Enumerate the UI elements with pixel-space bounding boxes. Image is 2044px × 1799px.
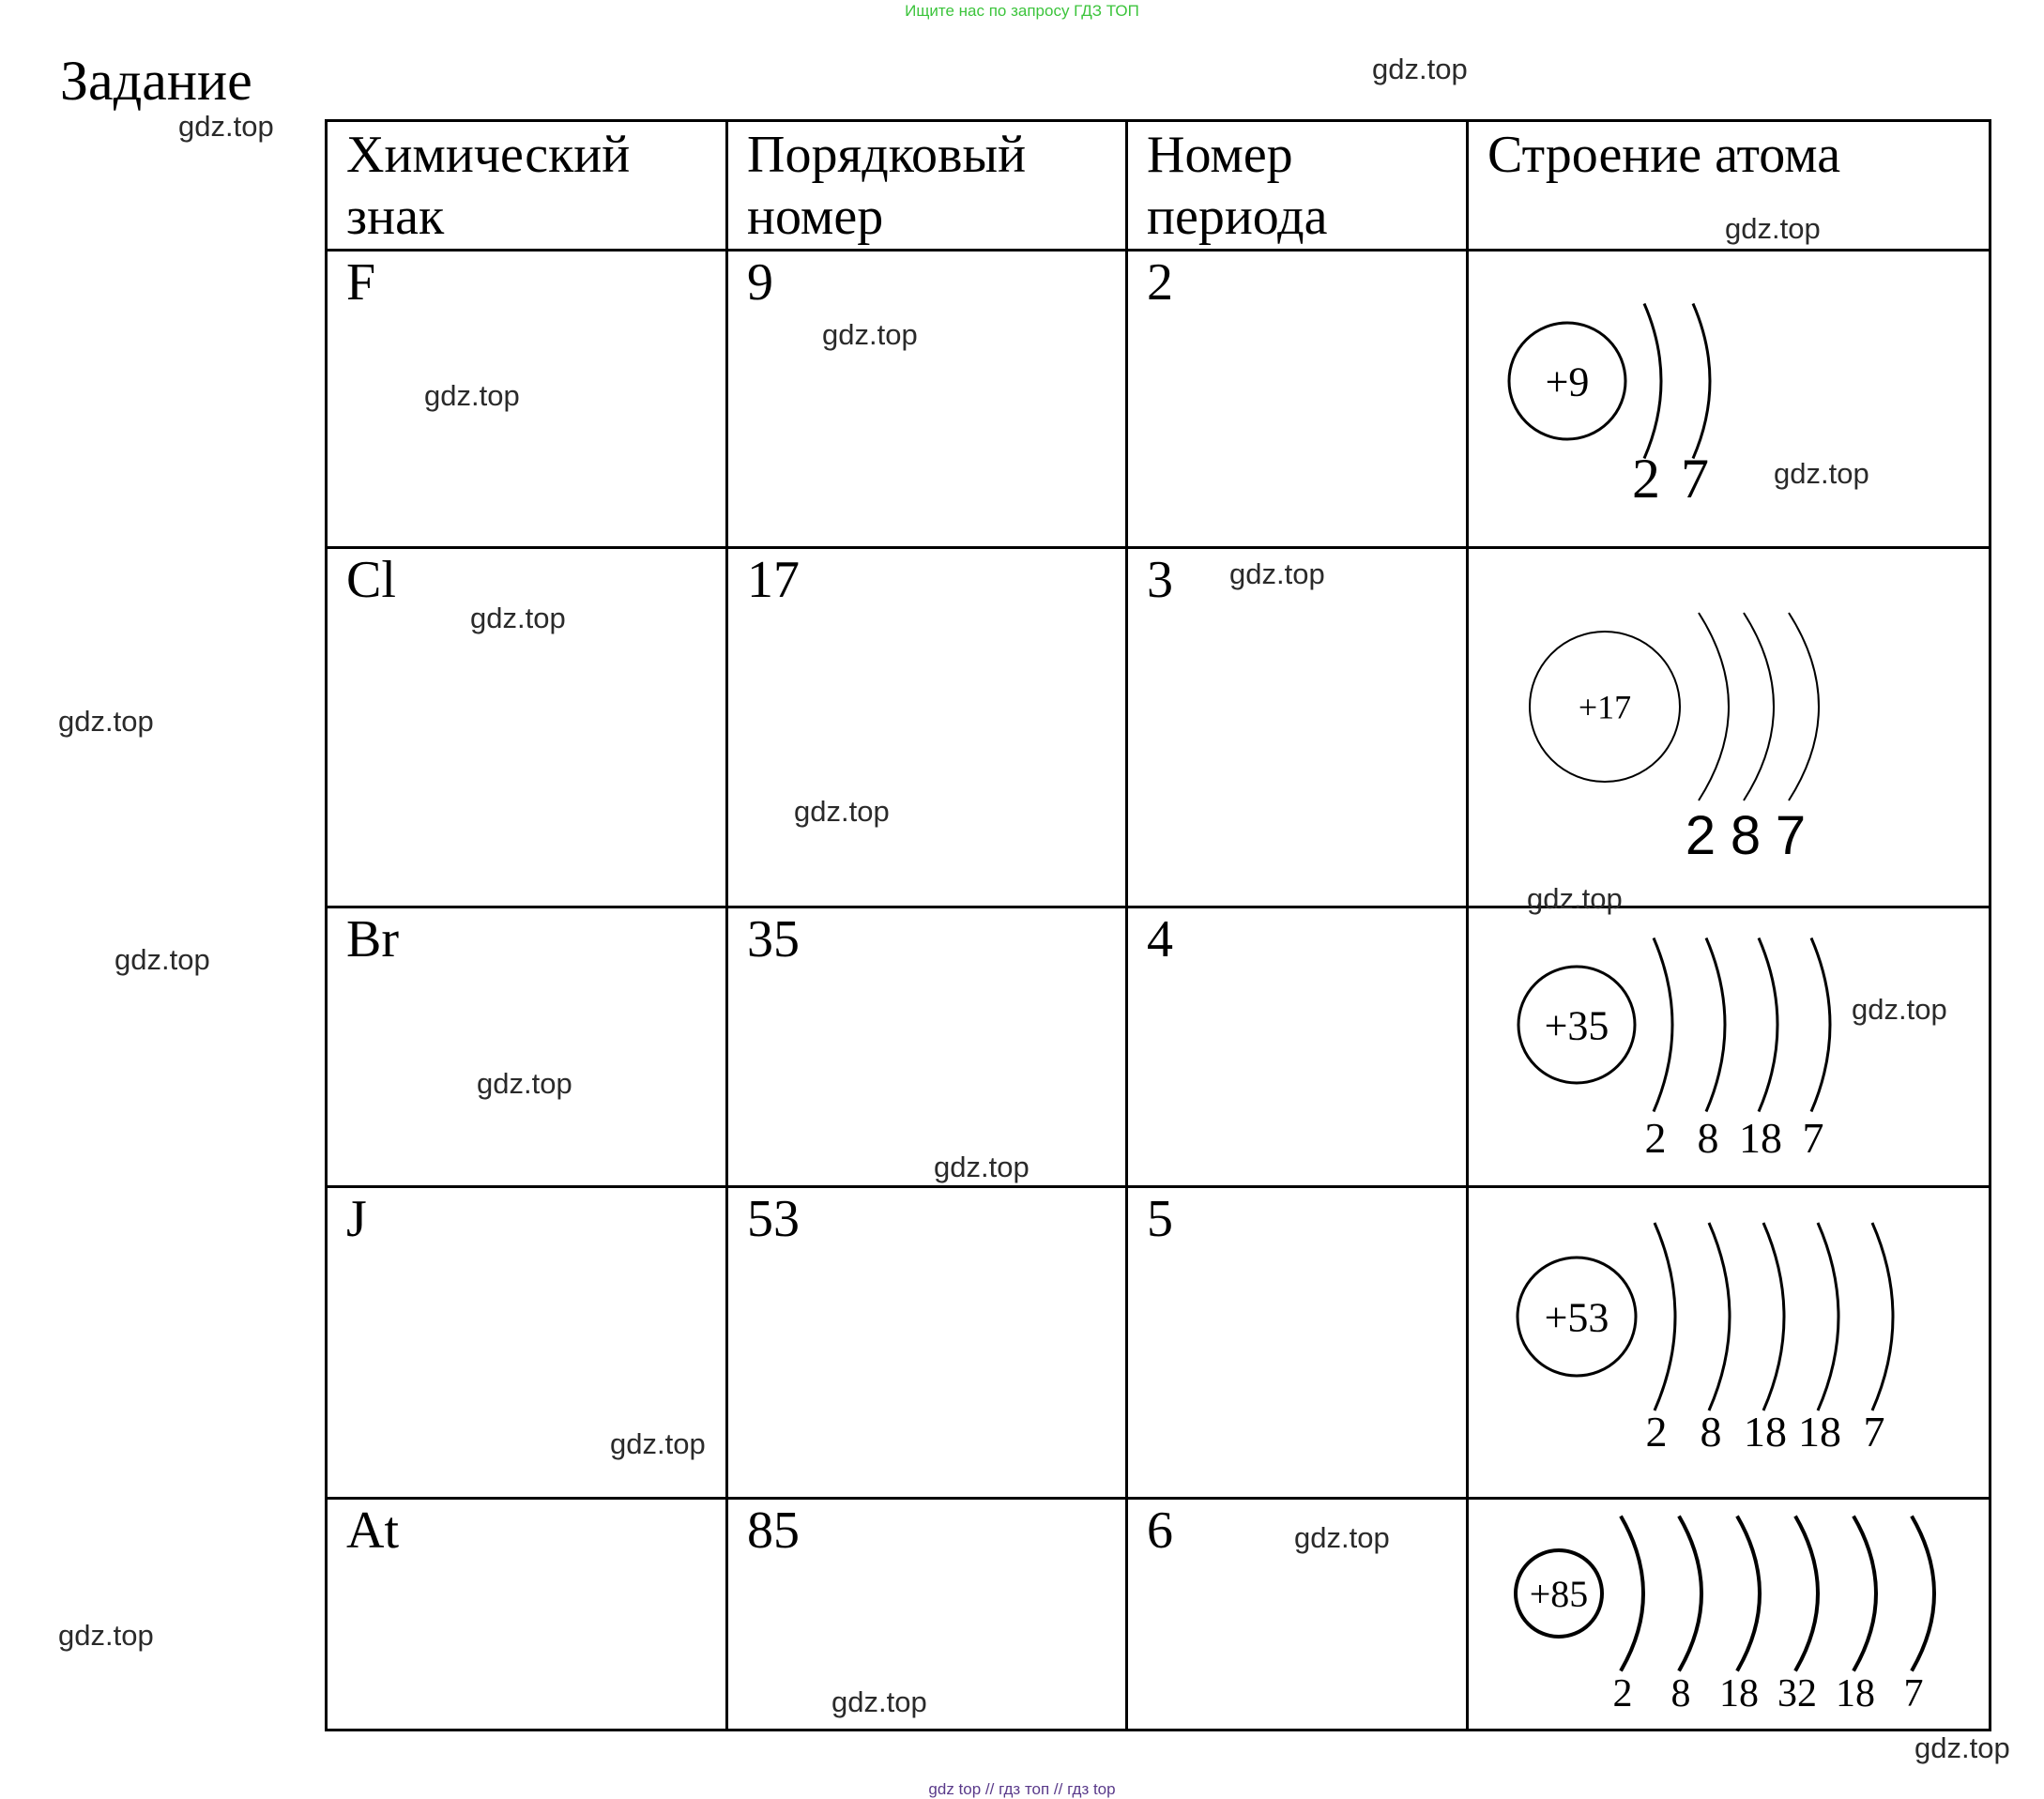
shell-electron-count: 2	[1632, 448, 1660, 510]
nucleus-charge: +53	[1544, 1294, 1609, 1341]
electron-shell-arc	[1872, 1223, 1893, 1410]
electron-shell-arc	[1654, 938, 1672, 1112]
header-symbol: Химический знак	[327, 121, 727, 251]
header-structure: Строение атома	[1468, 121, 1991, 251]
shell-electron-count: 8	[1697, 1114, 1719, 1162]
cell-period: 3	[1127, 548, 1468, 907]
electron-shell-arc	[1679, 1517, 1701, 1671]
atom-diagram	[1469, 908, 1989, 1185]
watermark: gdz.top	[58, 1619, 154, 1652]
shell-electron-count: 7	[1681, 448, 1709, 510]
electron-shell-arc	[1763, 1223, 1784, 1410]
cell-symbol: Cl	[327, 548, 727, 907]
watermark: gdz.top	[1229, 557, 1325, 590]
watermark: gdz.top	[610, 1427, 706, 1460]
electron-shell-arc	[1759, 938, 1777, 1112]
nucleus-charge: +85	[1529, 1573, 1589, 1615]
cell-number: 9	[727, 251, 1127, 548]
shell-electron-count: 7	[1775, 805, 1807, 866]
shell-electron-count: 18	[1798, 1408, 1841, 1456]
shell-electron-count: 18	[1744, 1408, 1787, 1456]
table-row	[327, 251, 1991, 548]
atom-diagram	[1469, 549, 1989, 906]
shell-electron-count: 8	[1670, 1672, 1691, 1715]
nucleus-charge: +35	[1544, 1002, 1609, 1049]
watermark: gdz.top	[1527, 882, 1623, 915]
cell-atom-structure	[1468, 1499, 1991, 1730]
electron-shell-arc	[1706, 938, 1725, 1112]
watermark: gdz.top	[1294, 1521, 1390, 1554]
electron-shell-arc	[1737, 1517, 1760, 1671]
table-row	[327, 907, 1991, 1187]
watermark: gdz.top	[477, 1067, 572, 1100]
cell-symbol: At	[327, 1499, 727, 1730]
task-title: Задание	[60, 50, 252, 112]
electron-shell-arc	[1655, 1223, 1675, 1410]
watermark: gdz.top	[1372, 53, 1468, 85]
electron-shell-arc	[1621, 1517, 1643, 1671]
watermark: gdz.top	[794, 795, 890, 828]
shell-electron-count: 2	[1685, 805, 1716, 866]
watermark: gdz.top	[1774, 457, 1869, 490]
shell-electron-count: 2	[1644, 1114, 1667, 1162]
watermark: gdz.top	[822, 318, 918, 351]
header-period: Номер периода	[1127, 121, 1468, 251]
watermark: gdz.top	[1914, 1731, 2010, 1764]
cell-atom-structure	[1468, 907, 1991, 1187]
cell-symbol: J	[327, 1187, 727, 1499]
shell-electron-count: 7	[1903, 1672, 1924, 1715]
nucleus-charge: +9	[1545, 358, 1590, 405]
shell-electron-count: 18	[1836, 1672, 1875, 1715]
electron-shell-arc	[1912, 1517, 1934, 1671]
watermark: gdz.top	[114, 943, 210, 976]
cell-number: 35	[727, 907, 1127, 1187]
cell-atom-structure	[1468, 251, 1991, 548]
shell-electron-count: 8	[1730, 805, 1762, 866]
shell-electron-count: 8	[1700, 1408, 1722, 1456]
electron-shell-arc	[1693, 304, 1710, 459]
shell-electron-count: 18	[1739, 1114, 1782, 1162]
watermark: gdz.top	[1725, 212, 1821, 245]
cell-period: 4	[1127, 907, 1468, 1187]
table-row	[327, 1499, 1991, 1730]
atom-diagram	[1469, 1500, 1989, 1729]
shell-electron-count: 7	[1802, 1114, 1824, 1162]
table-row	[327, 1187, 1991, 1499]
watermark: gdz.top	[831, 1685, 927, 1718]
electron-shell-arc	[1644, 304, 1661, 459]
elements-table	[325, 119, 1991, 1731]
shell-electron-count: 32	[1777, 1672, 1817, 1715]
watermark: gdz.top	[424, 379, 520, 412]
electron-shell-arc	[1795, 1517, 1818, 1671]
watermark: gdz.top	[58, 705, 154, 738]
cell-atom-structure	[1468, 548, 1991, 907]
atom-diagram	[1469, 1188, 1989, 1497]
cell-symbol: Br	[327, 907, 727, 1187]
cell-period: 2	[1127, 251, 1468, 548]
electron-shell-arc	[1789, 613, 1819, 800]
cell-number: 53	[727, 1187, 1127, 1499]
electron-shell-arc	[1853, 1517, 1876, 1671]
electron-shell-arc	[1811, 938, 1830, 1112]
electron-shell-arc	[1744, 613, 1774, 800]
footer-note: gdz top // гдз топ // гдз top	[928, 1780, 1116, 1798]
cell-number: 17	[727, 548, 1127, 907]
cell-symbol: F	[327, 251, 727, 548]
electron-shell-arc	[1709, 1223, 1730, 1410]
cell-number: 85	[727, 1499, 1127, 1730]
shell-electron-count: 2	[1612, 1672, 1633, 1715]
shell-electron-count: 2	[1645, 1408, 1668, 1456]
cell-atom-structure	[1468, 1187, 1991, 1499]
electron-shell-arc	[1818, 1223, 1838, 1410]
nucleus-charge: +17	[1578, 688, 1632, 726]
cell-period: 5	[1127, 1187, 1468, 1499]
watermark: gdz.top	[1852, 993, 1947, 1026]
shell-electron-count: 18	[1719, 1672, 1759, 1715]
shell-electron-count: 7	[1863, 1408, 1885, 1456]
watermark: gdz.top	[934, 1151, 1030, 1183]
watermark: gdz.top	[178, 110, 274, 143]
electron-shell-arc	[1699, 613, 1729, 800]
atom-diagram	[1469, 252, 1989, 546]
header-number: Порядковый номер	[727, 121, 1127, 251]
cell-period: 6	[1127, 1499, 1468, 1730]
top-search-note: Ищите нас по запросу ГДЗ ТОП	[905, 2, 1139, 20]
table-row	[327, 548, 1991, 907]
watermark: gdz.top	[470, 602, 566, 634]
